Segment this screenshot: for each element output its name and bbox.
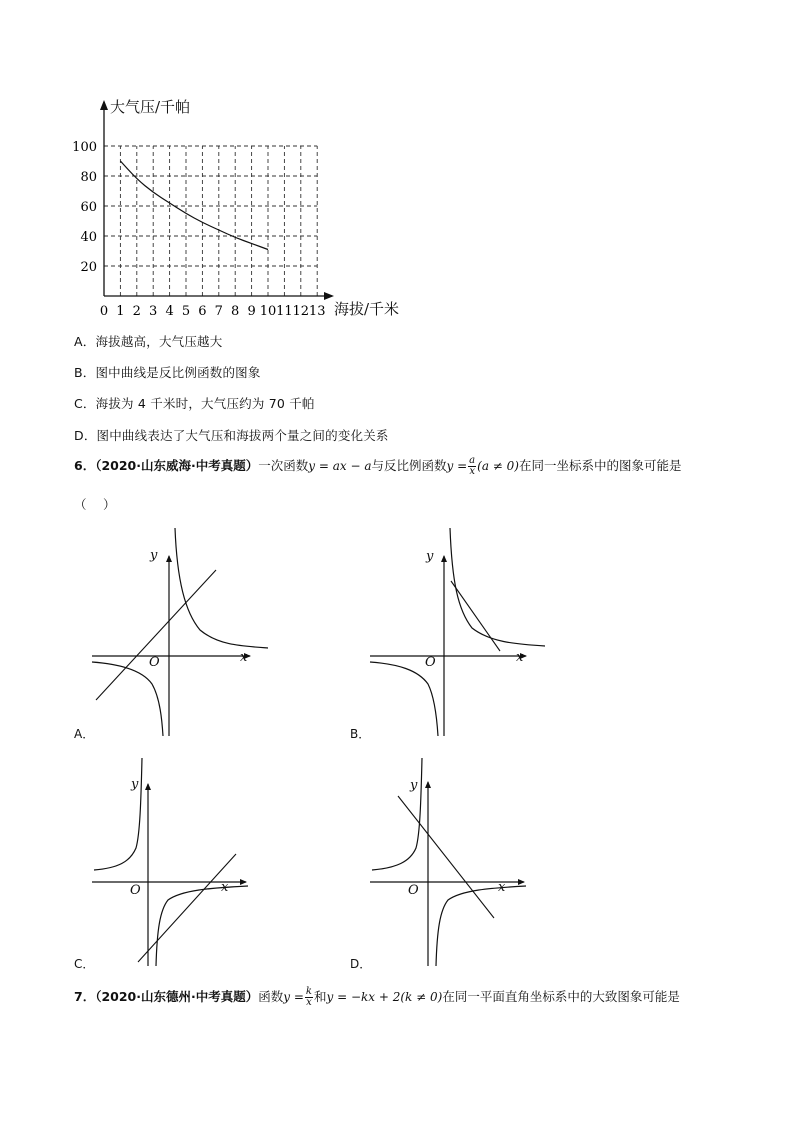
formula-lhs: y = (446, 459, 468, 473)
x-tick-label: 0 (99, 304, 109, 319)
answer-paren: （ ） (74, 497, 116, 512)
y-tick-label: 20 (80, 260, 97, 275)
x-tick-label: 10 (259, 304, 277, 319)
y-tick-label: 80 (80, 170, 97, 185)
y-axis-label: y (150, 548, 158, 563)
x-tick-label: 11 (276, 304, 293, 319)
y-axis-label: y (426, 549, 434, 564)
linear-formula: y = −kx + 2(k ≠ 0) (326, 990, 443, 1004)
fraction-denominator: x (306, 997, 312, 1008)
stem-text: 和 (313, 989, 327, 1004)
hyperbola-branch-1 (94, 758, 142, 870)
linear-graph (398, 796, 494, 918)
linear-graph (451, 581, 500, 651)
hyperbola-branch-1 (450, 528, 545, 646)
option-letter: A． (74, 334, 96, 349)
choice-a-graph (92, 528, 268, 736)
q7-stem (74, 987, 680, 1008)
linear-formula: y = ax − a (308, 459, 372, 473)
y-tick-label: 60 (80, 200, 97, 215)
x-tick-label: 5 (181, 304, 191, 319)
formula-condition: (a ≠ 0) (477, 459, 519, 473)
linear-graph (96, 570, 216, 700)
stem-text: 与反比例函数 (371, 458, 447, 473)
fraction-numerator: a (469, 455, 476, 466)
fraction-denominator: x (469, 466, 475, 477)
hyperbola-branch-1 (175, 528, 268, 648)
hyperbola-branch-1 (372, 758, 422, 870)
hyperbola-branch-2 (370, 662, 438, 736)
stem-text: 一次函数 (258, 458, 309, 473)
hyperbola-branch-2 (156, 886, 248, 966)
question-source: （2020·山东德州·中考真题） (95, 989, 259, 1004)
option-text: 海拔越高，大气压越大 (95, 334, 223, 349)
linear-graph (138, 854, 236, 962)
y-tick-label: 40 (80, 230, 97, 245)
x-tick-label: 12 (292, 304, 310, 319)
x-axis-label: x (240, 650, 248, 665)
option-text: 图中曲线是反比例函数的图象 (95, 365, 261, 380)
choice-d-label: D． (350, 957, 372, 971)
fraction (305, 987, 313, 1008)
chart-xlabel: 海拔/千米 (334, 300, 400, 318)
x-axis-label: x (498, 880, 506, 895)
x-tick-label: 9 (247, 304, 256, 319)
origin-label: O (425, 655, 436, 670)
x-axis-label: x (221, 880, 229, 895)
origin-label: O (408, 883, 419, 898)
y-tick-label: 100 (72, 140, 97, 155)
stem-text: 在同一平面直角坐标系中的大致图象可能是 (442, 989, 680, 1004)
choice-d-graph (370, 758, 526, 966)
stem-text: 函数 (258, 989, 284, 1004)
option-letter: B． (74, 365, 96, 380)
origin-label: O (149, 655, 160, 670)
choice-c-label: C． (74, 957, 95, 971)
origin-label: O (130, 883, 141, 898)
hyperbola-branch-2 (92, 662, 163, 736)
choice-c-graph (92, 758, 248, 966)
option-letter: C． (74, 396, 96, 411)
x-tick-label: 4 (165, 304, 174, 319)
choice-b-graph (370, 528, 545, 736)
chart-ylabel: 大气压/千帕 (110, 98, 191, 116)
option-text: 海拔为 4 千米时，大气压约为 70 千帕 (95, 396, 315, 411)
x-tick-label: 2 (132, 304, 141, 319)
x-tick-label: 1 (116, 304, 125, 319)
x-tick-label: 13 (308, 304, 326, 319)
question-number: 6． (74, 458, 96, 473)
y-axis-label: y (131, 777, 139, 792)
choice-b-label: B． (350, 727, 371, 741)
x-axis-label: x (516, 650, 524, 665)
option-text: 图中曲线表达了大气压和海拔两个量之间的变化关系 (96, 428, 389, 443)
option-letter: D． (74, 428, 97, 443)
hyperbola-branch-2 (436, 886, 526, 966)
fraction-numerator: k (305, 986, 312, 997)
question-number: 7． (74, 989, 96, 1004)
stem-text: 在同一坐标系中的图象可能是 (518, 458, 682, 473)
x-tick-label: 8 (231, 304, 240, 319)
x-tick-label: 7 (214, 304, 223, 319)
question-source: （2020·山东威海·中考真题） (95, 458, 259, 473)
y-axis-label: y (410, 778, 418, 793)
x-tick-label: 6 (198, 304, 207, 319)
choice-a-label: A． (74, 727, 95, 741)
x-tick-label: 3 (149, 304, 158, 319)
formula-lhs: y = (283, 990, 304, 1004)
